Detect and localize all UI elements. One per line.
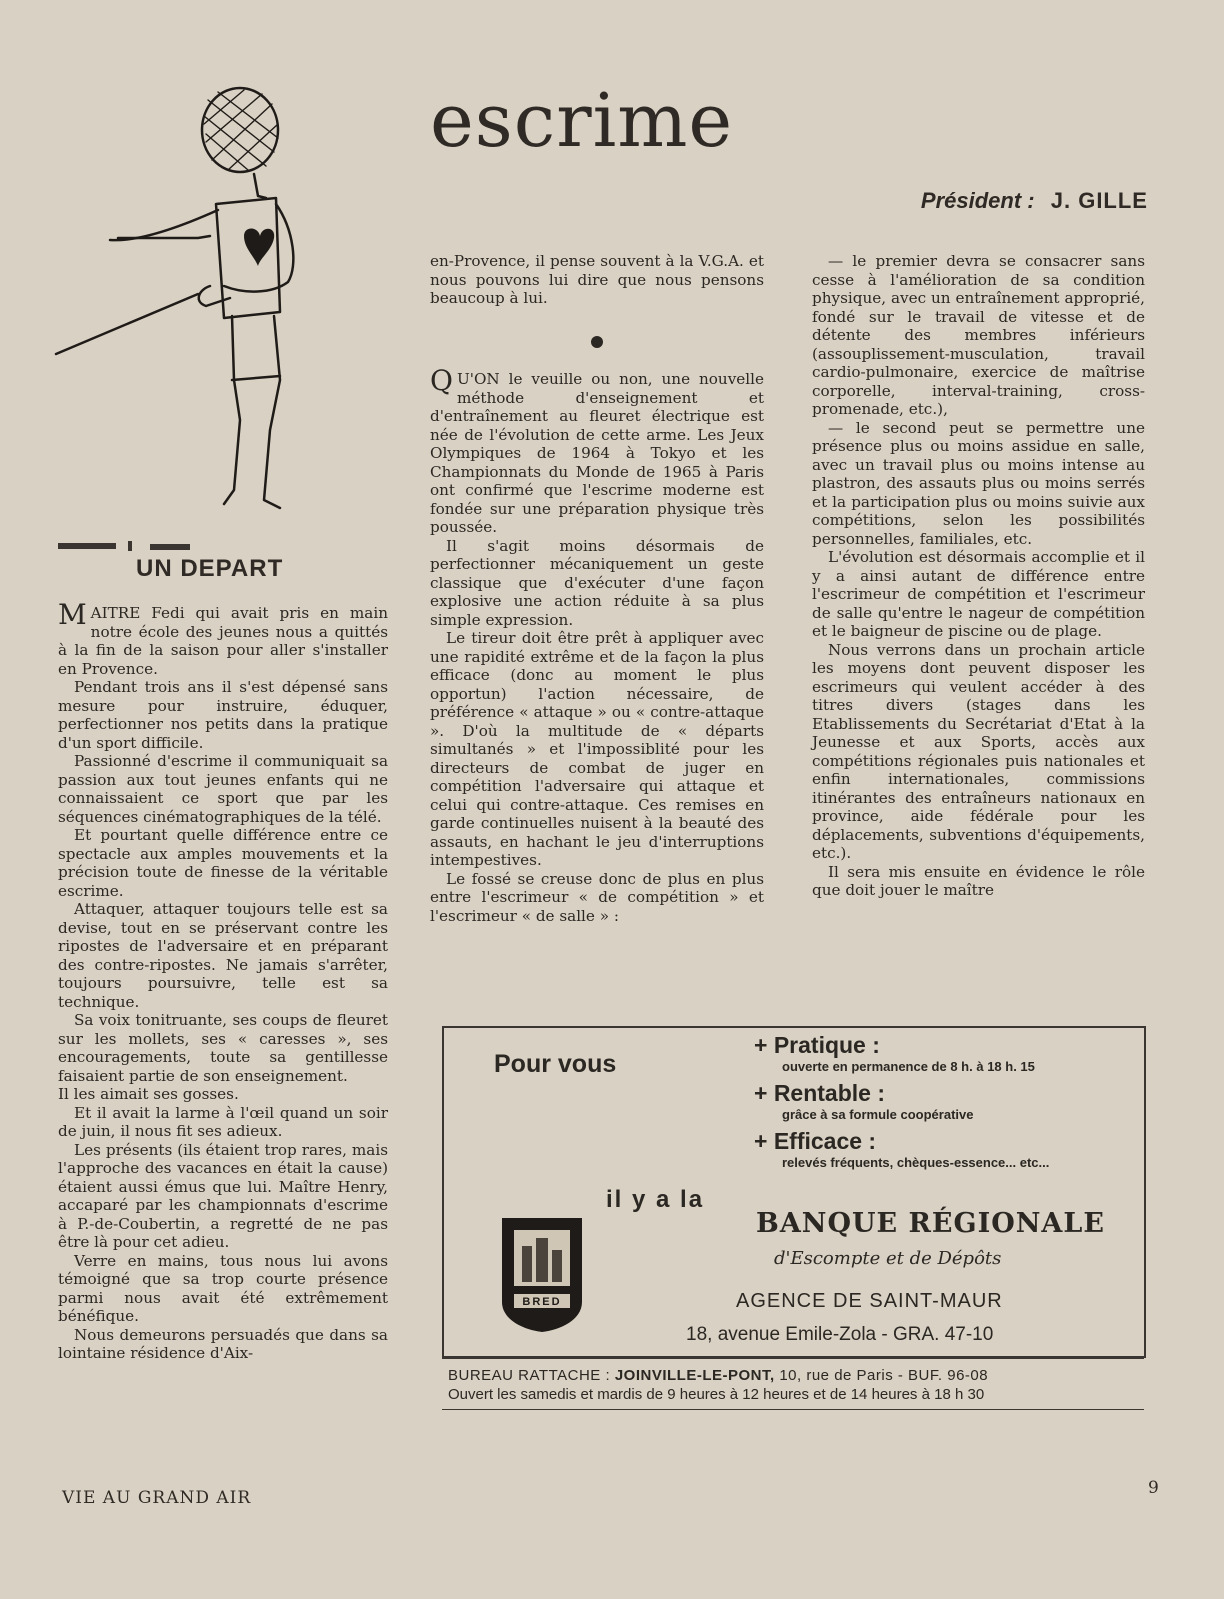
foil-guard: [199, 286, 230, 306]
paragraph: Le tireur doit être prêt à appliquer avec une rapidité extrême et de la façon la plus efficace (donc au moment le plus opportun) l'action nécessaire, de préférence « attaque » ou « contre-attaque ». D'où la multitude de « départs simultanés » et l'impossiblité pour les directeurs de combat de juger en compétition l'adversaire qui attaque et celui qui contre-attaque. Ces remises en garde continuelles nuisent à la beauté des assauts, en hachant le jeu d'interruptions intempestives.: [430, 629, 764, 869]
paragraph: MAITRE Fedi qui avait pris en main notre école des jeunes nous a quittés à la fin de la saison pour aller s'installer en Provence.: [58, 598, 388, 678]
pointing-arm: [118, 236, 210, 238]
section-heading: UN DEPART: [136, 555, 284, 582]
paragraph: Et il avait la larme à l'œil quand un soir de juin, il nous fit ses adieux.: [58, 1103, 388, 1140]
left-arm: [110, 210, 218, 240]
paragraph: Il les aimait ses gosses.: [58, 1085, 239, 1103]
agency-address: 18, avenue Emile-Zola - GRA. 47-10: [686, 1324, 994, 1345]
section-ornament: [58, 540, 198, 552]
paragraph: Les présents (ils étaient trop rares, mais l'approche des vacances en était la cause) étaient aussi émus que lui. Maître Henry, accaparé par les championnats d'escrime à P.-de-Coubertin, a regretté de ne pas être là pour cet adieu.: [58, 1140, 388, 1251]
paragraph: Le fossé se creuse donc de plus en plus entre l'escrimeur « de compétition » et l'escrimeur « de salle » :: [430, 869, 764, 925]
bureau-info: [442, 1358, 1144, 1410]
magazine-name: VIE AU GRAND AIR: [62, 1488, 252, 1508]
president-label: Président :: [920, 188, 1035, 213]
bank-advertisement: [442, 1026, 1146, 1358]
article-title: escrime: [430, 78, 734, 164]
paragraph: — le second peut se permettre une présence plus ou moins assidue en salle, avec un travail plus ou moins intense au plastron, des assauts plus ou moins serrés et la participation plus ou moins suivie aux compétitions, selon les possibilités personnelles, familiales, etc.: [812, 418, 1145, 548]
agency-name: AGENCE DE SAINT-MAUR: [736, 1290, 1003, 1312]
drop-cap: M: [58, 598, 87, 631]
president-name: J. GILLE: [1050, 188, 1148, 213]
paragraph: Pendant trois ans il s'est dépensé sans mesure pour instruire, éduquer, perfectionner nos petits dans la pratique d'un sport difficile.: [58, 678, 388, 752]
column-3: [812, 252, 1145, 900]
column-1: [58, 598, 388, 1363]
drop-cap: Q: [430, 364, 453, 397]
page-number: 9: [1148, 1478, 1159, 1498]
paragraph: Attaquer, attaquer toujours telle est sa devise, tout en se préservant contre les ripostes de l'adversaire et en préparant des contre-ripostes. Ne jamais s'arrêter, toujours poursuivre, telle est sa technique.: [58, 900, 388, 1011]
paragraph: Passionné d'escrime il communiquait sa passion aux tout jeunes enfants qui ne connaissaient ce sport que par les séquences cinématographiques de la télé.: [58, 752, 388, 826]
ad-il-y-a-la: il y a la: [606, 1186, 705, 1213]
foil-blade: [56, 294, 198, 354]
bureau-line: BUREAU RATTACHE : JOINVILLE-LE-PONT, 10, rue de Paris - BUF. 96-08: [448, 1367, 989, 1384]
paragraph: Verre en mains, tous nous lui avons témoigné que sa trop courte présence parmi nous avait été extrêmement bénéfique.: [58, 1251, 388, 1325]
knickers-hem: [232, 376, 280, 380]
right-leg: [264, 316, 280, 508]
paragraph: L'évolution est désormais accomplie et il y a ainsi autant de différence entre l'escrimeur de compétition et l'escrimeur de salle qu'entre le nageur de compétition et le baigneur de piscine ou de plage.: [812, 548, 1145, 640]
ad-for-you: Pour vous: [494, 1050, 617, 1078]
paragraph: Il sera mis ensuite en évidence le rôle que doit jouer le maître: [812, 862, 1145, 899]
paragraph: Q U'ON le veuille ou non, une nouvelle méthode d'enseignement et d'entraînement au fleuret électrique est née de l'évolution de cette arme. Les Jeux Olympiques de 1964 à Tokyo et les Championnats du Monde de 1965 à Paris ont confirmé que l'escrime moderne est fondée sur une préparation physique très poussée.: [430, 364, 764, 536]
bureau-hours: Ouvert les samedis et mardis de 9 heures à 12 heures et de 14 heures à 18 h 30: [448, 1386, 985, 1403]
ad-perk-efficace: + Efficace : relevés fréquents, chèques-essence... etc...: [754, 1128, 1050, 1170]
paragraph: Il s'agit moins désormais de perfectionner mécaniquement un geste classique que d'exécuter d'une façon explosive une action réduite à sa plus simple expression.: [430, 536, 764, 629]
paragraph: Nous demeurons persuadés que dans sa lointaine résidence d'Aix-: [58, 1325, 388, 1362]
paragraph: — le premier devra se consacrer sans cesse à l'amélioration de sa condition physique, avec un entraînement approprié, fondé sur le travail de vitesse et de détente des membres inférieurs (assouplissement-musculation, travail cardio-pulmonaire, exercice de maîtrise corporelle, interval-training, cross-promenade, etc.),: [812, 252, 1145, 418]
column-2: [430, 252, 764, 925]
president-line: [921, 188, 1148, 214]
paragraph: Sa voix tonitruante, ses coups de fleuret sur les mollets, ses « caresses », ses encouragements, toute sa gentillesse faisaient partie de son enseignement.: [58, 1011, 388, 1085]
ad-perk-rentable: + Rentable : grâce à sa formule coopérative: [754, 1080, 974, 1122]
heart-icon: [244, 229, 274, 267]
neck: [254, 174, 266, 198]
bank-name: BANQUE RÉGIONALE: [756, 1208, 1105, 1239]
bred-logo-icon: [500, 1216, 584, 1334]
section-bullet: [430, 334, 764, 353]
paragraph: en-Provence, il pense souvent à la V.G.A. et nous pouvons lui dire que nous pensons beaucoup à lui.: [430, 252, 764, 307]
paragraph: Nous verrons dans un prochain article les moyens dont peuvent disposer les escrimeurs qui veulent accéder à des titres divers (stages dans les Etablissements du Secrétariat d'Etat à la Jeunesse et aux Sports, accès aux compétitions régionales puis nationales et enfin internationales, commissions itinérantes des entraîneurs nationaux en province, aide fédérale pour les déplacements, subventions d'équipements, etc.).: [812, 640, 1145, 862]
ad-perk-pratique: + Pratique : ouverte en permanence de 8 h. à 18 h. 15: [754, 1032, 1035, 1074]
left-leg: [224, 316, 240, 504]
paragraph: Et pourtant quelle différence entre ce spectacle aux amples mouvements et la précision toute de finesse de la véritable escrime.: [58, 826, 388, 900]
bank-subtitle: d'Escompte et de Dépôts: [774, 1248, 1002, 1269]
bred-logo-label: BRED: [522, 1296, 562, 1308]
fencer-illustration: [48, 80, 348, 520]
